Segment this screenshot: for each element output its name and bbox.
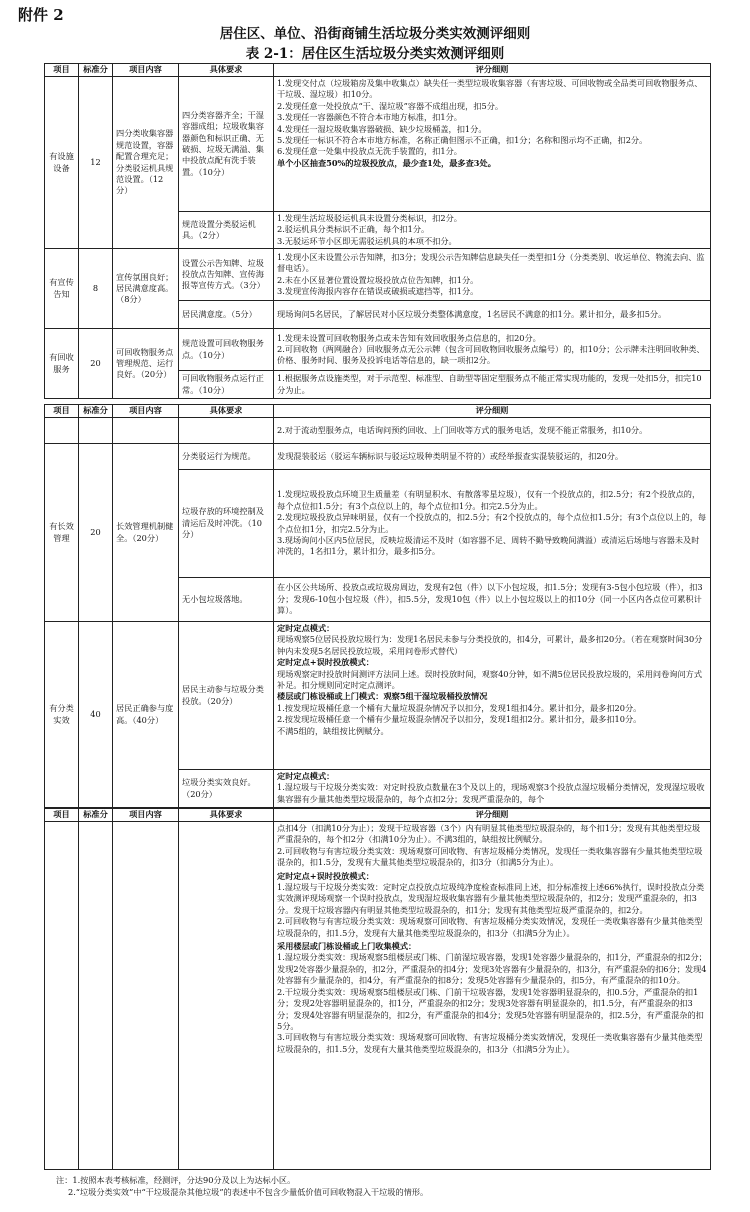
rules-table-part-1 xyxy=(44,63,711,399)
table-row xyxy=(45,444,711,470)
header-row xyxy=(45,405,711,418)
table-row xyxy=(45,622,711,770)
header-row xyxy=(45,64,711,77)
header-requirement: 具体要求 xyxy=(179,809,274,822)
footnote-2: 2.“垃圾分类实效”中“干垃圾混杂其他垃圾”的表述中不包含少量低价值可回收物混入干垃圾的情形。 xyxy=(68,1187,429,1197)
detail-cell: 定时定点模式： 1.湿垃圾与干垃圾分类实效：对定时投放点数量在3个及以上的，现场观察3个投放点湿垃圾桶分类情况，发现湿垃圾收集容器有少量其他类型垃圾混杂的，每个点扣2分；发现严重混杂的，每个 xyxy=(274,770,711,808)
header-requirement: 具体要求 xyxy=(179,405,274,418)
project-longterm: 有长效管理 xyxy=(45,444,79,622)
header-project: 项目 xyxy=(45,405,79,418)
detail-cell: 1.发现未设置可回收物服务点或未告知有效回收服务点信息的，扣20分。 2.可回收物（两网融合）回收服务点无公示牌（包含可回收物回收服务点编号）的，扣10分；公示牌未注明回收种类、价格、服务时间、服务及投诉电话等信息的，缺一项扣2分。 xyxy=(274,329,711,371)
detail-cell: 1.发现垃圾投放点环境卫生质量差（有明显积水、有散落零星垃圾），仅有一个投放点的，扣2.5分；有2个投放点的，每个点位扣1.5分；有3个点位以上的，每个点位扣1分。扣完2.5分为止。 2.发现垃圾投放点异味明显，仅有一个投放点的，扣2.5分；有2个投放点的，每个点位扣1.5分；有3个点位以上的，每个点位扣1分，扣完2.5分为止。 3.现场询问小区内5位居民，反映垃圾清运不及时（如容器不足、周转不勤导致晚间满溢）或清运后场地与容器未及时冲洗的，1名扣1分，累计扣分，最多扣5分。 xyxy=(274,470,711,578)
header-requirement: 具体要求 xyxy=(179,64,274,77)
detail-cell: 1.发现小区未设置公示告知牌，扣3分；发现公示告知牌信息缺失任一类型扣1分（分类类别、收运单位、物流去向、监督电话）。 2.未在小区显著位置设置垃圾投放点位告知牌，扣1分。 3.发现宣传海报内容存在错误或破损或遮挡等，扣1分。 xyxy=(274,249,711,301)
content-facility: 四分类收集容器规范设置，容器配置合理充足；分类驳运机具规范设置。（12分） xyxy=(113,77,179,249)
header-score: 标准分 xyxy=(79,405,113,418)
annex-label: 附件 2 xyxy=(18,6,64,24)
table-row xyxy=(45,329,711,371)
score-recycle: 20 xyxy=(79,329,113,399)
requirement-cell: 居民主动参与垃圾分类投放。（20分） xyxy=(179,622,274,770)
detail-cell: 1.发现生活垃圾驳运机具未设置分类标识，扣2分。 2.驳运机具分类标识不正确，每个扣1分。 3.无驳运环节小区即无需驳运机具的本项不扣分。 xyxy=(274,212,711,249)
rules-table-part-3 xyxy=(44,808,711,1170)
table-row xyxy=(45,822,711,1170)
header-content: 项目内容 xyxy=(113,64,179,77)
header-content: 项目内容 xyxy=(113,405,179,418)
requirement-cell: 设置公示告知牌、垃圾投放点告知牌、宣传海报等宣传方式。（3分） xyxy=(179,249,274,301)
score-facility: 12 xyxy=(79,77,113,249)
footnote-1: 注：1.按照本表考核标准，经测评，分达90分及以上为达标小区。 xyxy=(56,1175,296,1185)
detail-cell: 点扣4分（扣满10分为止）；发现干垃圾容器（3个）内有明显其他类型垃圾混杂的，每个扣1分；发现有其他类型垃圾严重混杂的，每个扣2分（扣满10分为止）。不满3组的，缺组按比例赋分。 2.可回收物与有害垃圾分类实效：现场观察可回收物、有害垃圾桶分类情况，发现任一类收集容器有少量其他类型垃圾混杂的，扣1.5分，发现有大量其他类型垃圾混杂的，扣3分（扣满5分为止）。 定时定点+误时投放模式： 1.湿垃圾与干垃圾分类实效：定时定点投放点垃圾纯净度检查标准同上述，扣分标准按上述66%执行，误时投放点分类实效测评现场观察一个误时投放点，发现湿垃圾收集容器有少量其他类型垃圾混杂的，扣2分；发现严重混杂的，扣3分。发现干垃圾容器内有明显其他类型垃圾混杂的，扣1分；发现有其他类型垃圾严重混杂的，扣2分。 2.可回收物与有害垃圾分类实效：现场观察可回收物、有害垃圾桶分类实效情况，发现任一类收集容器有少量其他类型垃圾混杂的，扣1.5分，发现有大量其他类型垃圾混杂的，扣3分（扣满5分为止）。 采用楼层或门栋设桶或上门收集模式： 1.湿垃圾分类实效：现场观察5组楼层或门栋、门前湿垃圾容器，发现1处容器少量混杂的，扣1分，严重混杂的扣2分；发现2处容器少量混杂的，扣2分，严重混杂的扣4分；发现3处容器有少量混杂的，扣3分，有严重混杂的扣6分；发现4处容器有少量混杂的，扣4分，有严重混杂的扣8分；发现5处容器有少量混杂的，扣5分，有严重混杂的扣10分。 2.干垃圾分类实效：现场观察5组楼层或门栋、门前干垃圾容器，发现1处容器明显混杂的，扣0.5分，严重混杂的扣1分；发现2处容器明显混杂的，扣1分，严重混杂的扣2分；发现3处容器有明显混杂的，扣1.5分，有严重混杂的扣3分；发现4处容器有明显混杂的，扣2分，有严重混杂的扣4分；发现5处容器有明显混杂的，扣2.5分，有严重混杂的扣5分。 3.可回收物与有害垃圾分类实效：现场观察可回收物、有害垃圾桶分类实效情况，发现任一类收集容器有少量其他类型垃圾混杂的，扣1.5分，发现有大量其他类型垃圾混杂的，扣3分（扣满5分为止）。 xyxy=(274,822,711,1170)
header-content: 项目内容 xyxy=(113,809,179,822)
header-project: 项目 xyxy=(45,64,79,77)
detail-cell: 发现混装驳运（驳运车辆标识与驳运垃圾种类明显不符的）或经举报查实混装驳运的，扣20分。 xyxy=(274,444,711,470)
detail-cell: 1.发现交付点（垃圾箱房及集中收集点）缺失任一类型垃圾收集容器（有害垃圾、可回收物或全品类可回收物服务点、干垃圾、湿垃圾）扣10分。 2.发现任意一处投放点“干、湿垃圾”容器不成组出现，扣5分。 3.发现任一容器颜色不符合本市地方标准，扣1分。 4.发现任一湿垃圾收集容器破损、缺少垃圾桶盖，扣1分。 5.发现任一标识不符合本市地方标准，名称正确但图示不正确，扣1分；名称和图示均不正确，扣2分。 6.发现任意一处集中投放点无洗手装置的，扣1分。 单个小区抽查50%的垃圾投放点，最少查1处，最多查3处。 xyxy=(274,77,711,212)
requirement-cell: 规范设置分类驳运机具。（2分） xyxy=(179,212,274,249)
project-facility: 有设施设备 xyxy=(45,77,79,249)
detail-cell: 2.对于流动型服务点，电话询问预约回收、上门回收等方式的服务电话，发现不能正常服务，扣10分。 xyxy=(274,418,711,444)
project-sorting: 有分类实效 xyxy=(45,622,79,808)
requirement-cell: 居民满意度。（5分） xyxy=(179,301,274,329)
score-sorting: 40 xyxy=(79,622,113,808)
project-publicity: 有宣传告知 xyxy=(45,249,79,329)
requirement-cell: 可回收物服务点运行正常。（10分） xyxy=(179,371,274,399)
content-sorting: 居民正确参与度高。（40分） xyxy=(113,622,179,808)
project-recycle: 有回收服务 xyxy=(45,329,79,399)
header-score: 标准分 xyxy=(79,64,113,77)
requirement-cell: 规范设置可回收物服务点。（10分） xyxy=(179,329,274,371)
table-row xyxy=(45,418,711,444)
detail-cell: 定时定点模式： 现场观察5位居民投放垃圾行为：发现1名居民未参与分类投放的，扣4分，可累计，最多扣20分。（若在观察时间30分钟内未发现5名居民投放垃圾，采用问卷形式替代） 定时定点+误时投放模式： 现场观察定时投放时间测评方法同上述。误时投放时间，观察40分钟，如不满5位居民投放垃圾的，采用问卷询问方式补足。扣分规则同定时定点测评。 楼层或门栋设桶或上门模式：观察5组干湿垃圾桶投放情况 1.按发现垃圾桶任意一个桶有大量垃圾混杂情况予以扣分，发现1组扣4分。累计扣分，最多扣20分。 2.按发现垃圾桶任意一个桶有少量垃圾混杂情况予以扣分，发现1组扣2分。累计扣分，最多扣10分。 不满5组的，缺组按比例赋分。 xyxy=(274,622,711,770)
detail-cell: 1.根据服务点设施类型，对于示范型、标准型、自助型等固定型服务点不能正常实现功能的，发现一处扣5分，扣完10分为止。 xyxy=(274,371,711,399)
header-score: 标准分 xyxy=(79,809,113,822)
document-title: 居住区、单位、沿街商铺生活垃圾分类实效测评细则 xyxy=(219,26,531,42)
table-row xyxy=(45,77,711,212)
table-row xyxy=(45,249,711,301)
content-publicity: 宣传氛围良好；居民满意度高。（8分） xyxy=(113,249,179,329)
header-row xyxy=(45,809,711,822)
header-detail: 评分细则 xyxy=(274,809,711,822)
requirement-cell: 无小包垃圾落地。 xyxy=(179,578,274,622)
rules-table-part-2 xyxy=(44,404,711,808)
content-longterm: 长效管理机制健全。（20分） xyxy=(113,444,179,622)
requirement-cell: 分类驳运行为规范。 xyxy=(179,444,274,470)
requirement-cell: 垃圾存放的环境控制及清运后及时冲洗。（10分） xyxy=(179,470,274,578)
header-detail: 评分细则 xyxy=(274,405,711,418)
content-recycle: 可回收物服务点管理规范、运行良好。（20分） xyxy=(113,329,179,399)
score-publicity: 8 xyxy=(79,249,113,329)
header-detail: 评分细则 xyxy=(274,64,711,77)
requirement-cell: 四分类容器齐全；干湿容器成组；垃圾收集容器颜色和标识正确、无破损、垃圾无满溢、集中投放点配有洗手装置。（10分） xyxy=(179,77,274,212)
header-project: 项目 xyxy=(45,809,79,822)
detail-cell: 在小区公共场所、投放点或垃圾房周边，发现有2包（件）以下小包垃圾，扣1.5分；发现有3-5包小包垃圾（件），扣3分；发现6-10包小包垃圾（件），扣5.5分，发现10包（件）以上小包垃圾以上的扣10分（同一小区内各点位可累积计算）。 xyxy=(274,578,711,622)
score-longterm: 20 xyxy=(79,444,113,622)
table-title: 表 2-1：居住区生活垃圾分类实效测评细则 xyxy=(245,46,505,62)
footnotes xyxy=(56,1174,428,1198)
detail-cell: 现场询问5名居民，了解居民对小区垃圾分类整体满意度，1名居民不满意的扣1分。累计扣分，最多扣5分。 xyxy=(274,301,711,329)
requirement-cell: 垃圾分类实效良好。（20分） xyxy=(179,770,274,808)
